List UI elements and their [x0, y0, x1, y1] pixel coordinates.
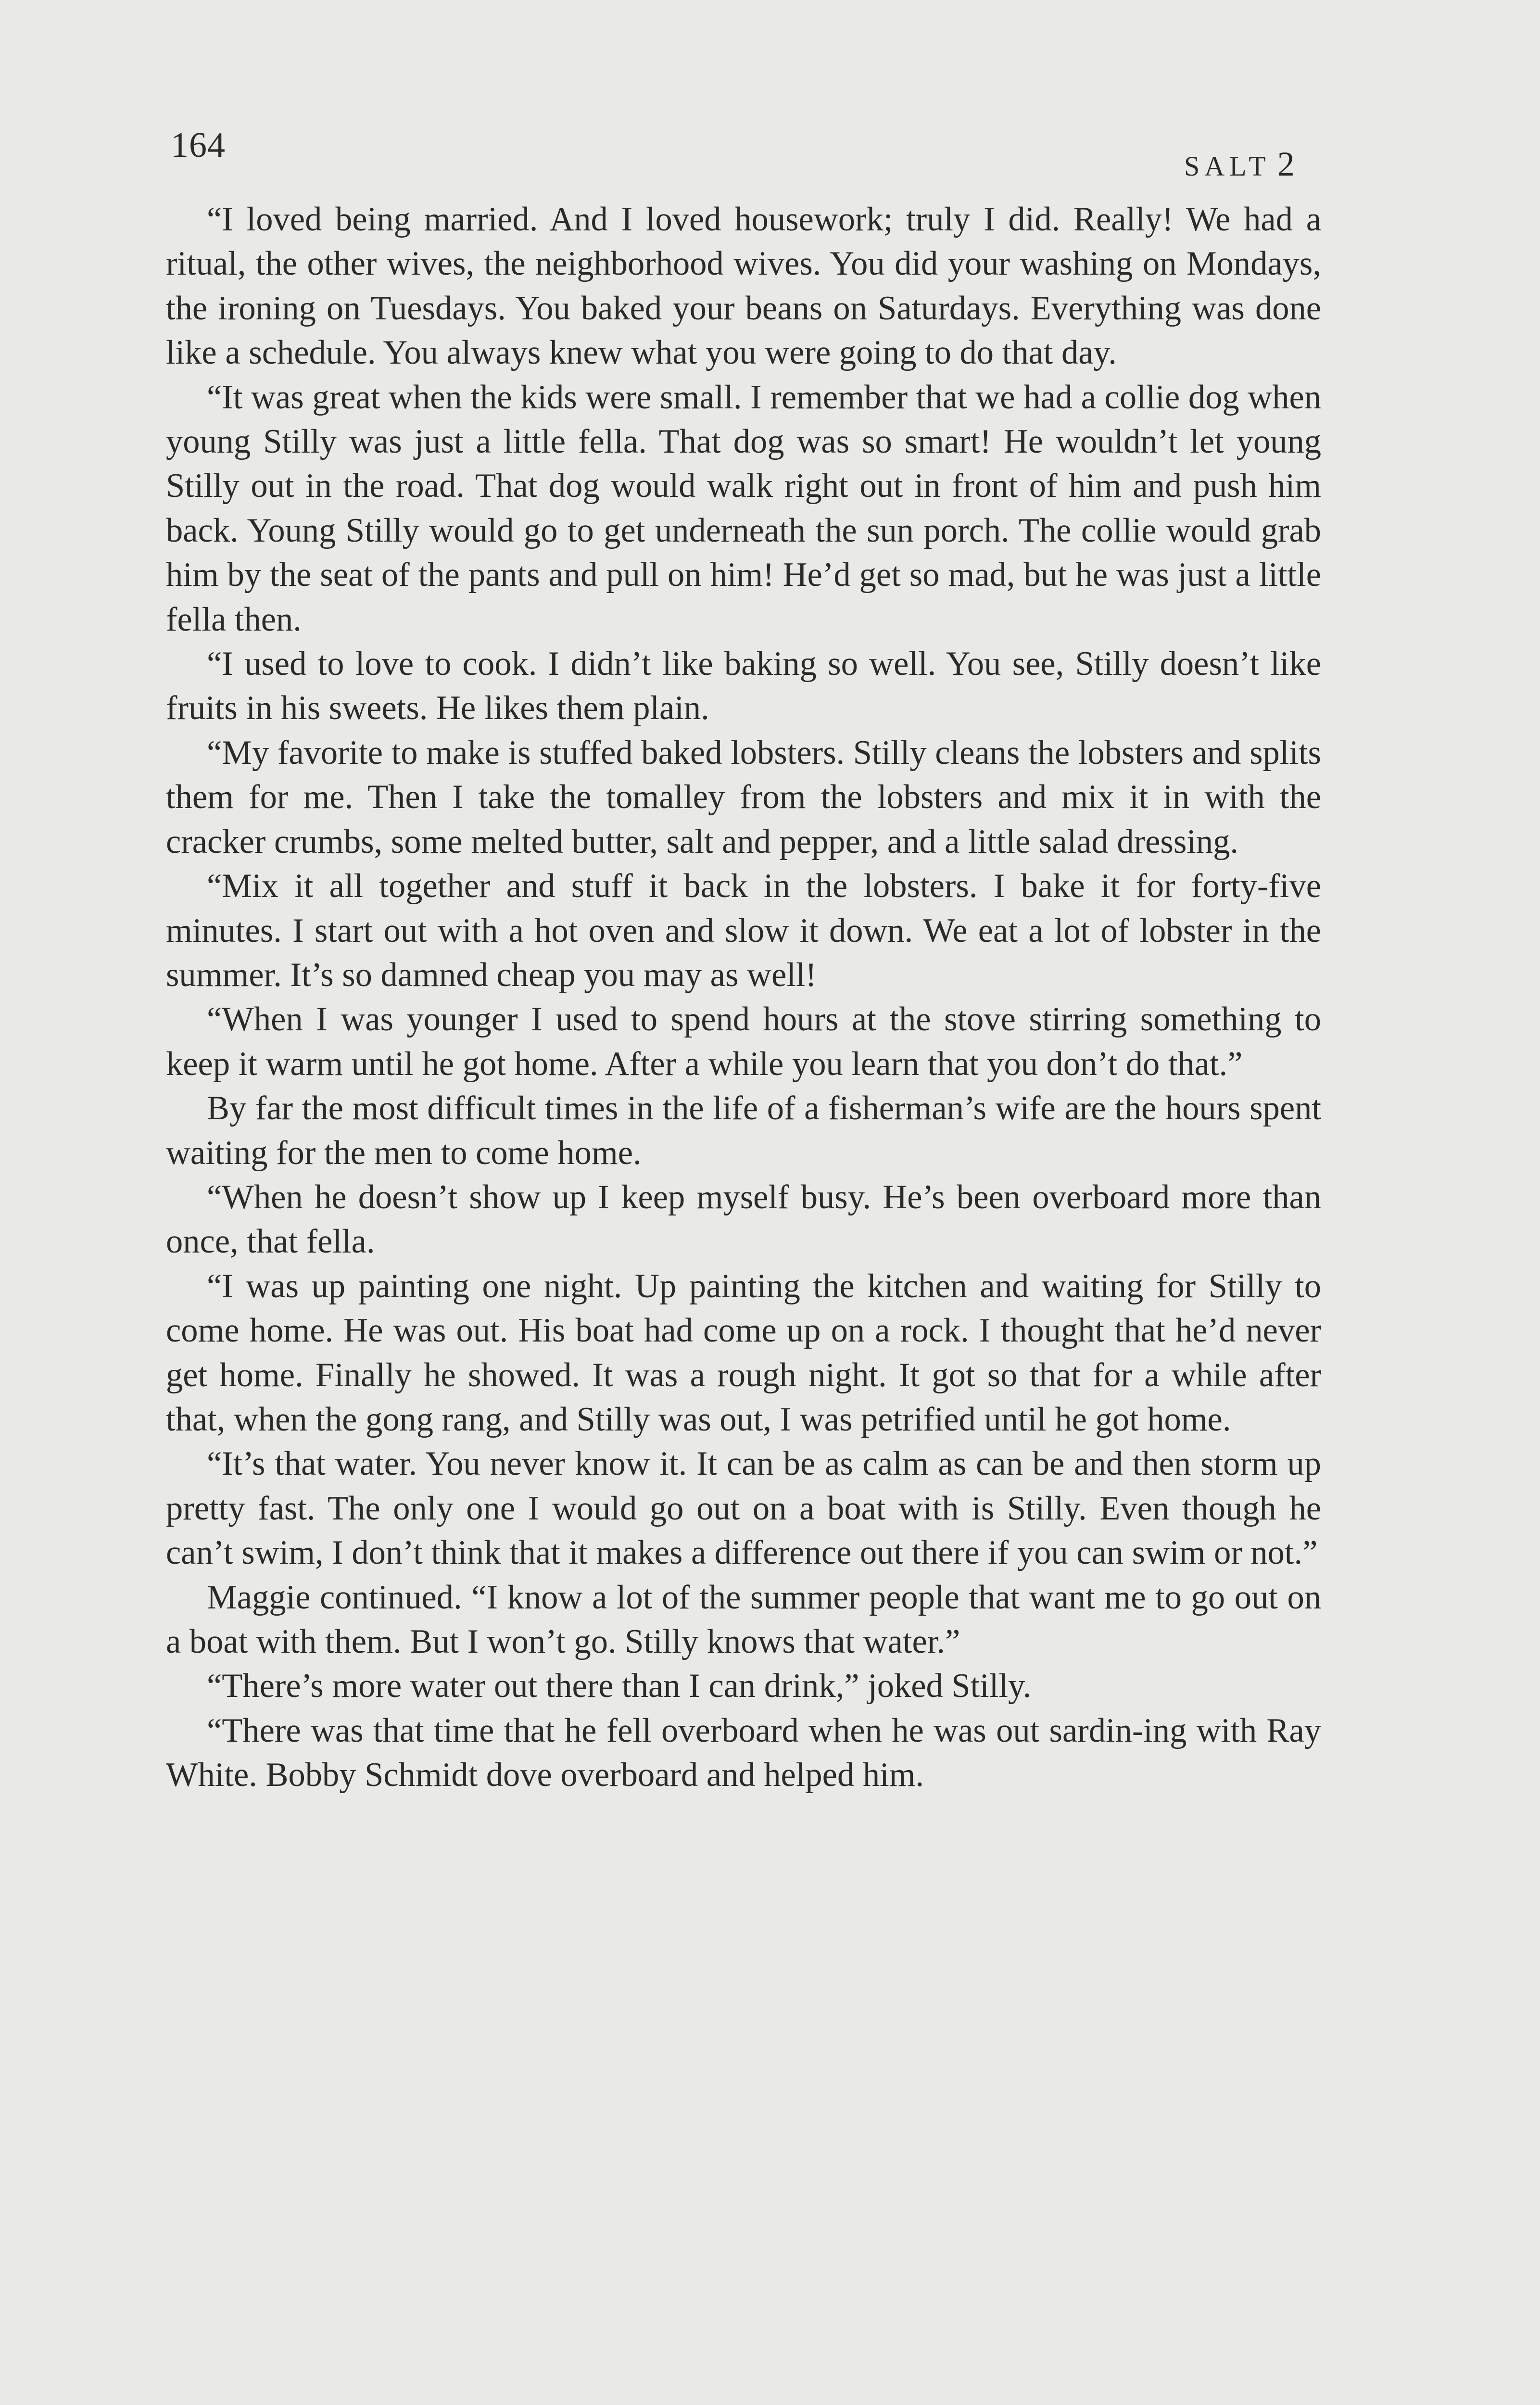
paragraph-9: “I was up painting one night. Up painting the kitchen and waiting for Stilly to come home. He was out. His boat had come up on a rock. I thought that he’d never get home. Finally he showed. It was a rough night. It got so that for a while after that, when the gong rang, and Stilly was out, I was petrified until he got home.: [166, 1267, 1321, 1438]
paragraph-7: By far the most difficult times in the life of a fisherman’s wife are the hours spent waiting for the men to come home.: [166, 1089, 1321, 1172]
running-head-volume: 2: [1277, 145, 1295, 183]
body-text: [166, 197, 1321, 1797]
paragraph-1: “I loved being married. And I loved housework; truly I did. Really! We had a ritual, the other wives, the neighborhood wives. You did your washing on Mondays, the ironing on Tuesdays. You baked your beans on Saturdays. Everything was done like a schedule. You always knew what you were going to do that day.: [166, 201, 1321, 372]
paragraph-11: Maggie continued. “I know a lot of the summer people that want me to go out on a boat with them. But I won’t go. Stilly knows that water.”: [166, 1578, 1321, 1660]
paragraph-6: “When I was younger I used to spend hours at the stove stirring something to keep it warm until he got home. After a while you learn that you don’t do that.”: [166, 1000, 1321, 1083]
paragraph-4: “My favorite to make is stuffed baked lobsters. Stilly cleans the lobsters and splits them for me. Then I take the tomalley from the lobsters and mix it in with the cracker crumbs, some melted butter, salt and pepper, and a little salad dressing.: [166, 734, 1321, 861]
running-head-title: SALT: [1184, 151, 1271, 182]
running-head: [1184, 147, 1295, 181]
paragraph-5: “Mix it all together and stuff it back in the lobsters. I bake it for forty-five minutes. I start out with a hot oven and slow it down. We eat a lot of lobster in the summer. It’s so damned cheap you may as well!: [166, 867, 1321, 994]
paragraph-2: “It was great when the kids were small. I remember that we had a collie dog when young Stilly was just a little fella. That dog was so smart! He wouldn’t let young Stilly out in the road. That dog would walk right out in front of him and push him back. Young Stilly would go to get underneath the sun porch. The collie would grab him by the seat of the pants and pull on him! He’d get so mad, but he was just a little fella then.: [166, 378, 1321, 638]
paragraph-8: “When he doesn’t show up I keep myself busy. He’s been overboard more than once, that fella.: [166, 1178, 1321, 1261]
page-number: 164: [171, 126, 226, 165]
paragraph-13: “There was that time that he fell overboard when he was out sardin-ing with Ray White. Bobby Schmidt dove overboard and helped him.: [166, 1711, 1321, 1794]
paragraph-10: “It’s that water. You never know it. It can be as calm as can be and then storm up pretty fast. The only one I would go out on a boat with is Stilly. Even though he can’t swim, I don’t think that it makes a difference out there if you can swim or not.”: [166, 1445, 1321, 1572]
paragraph-3: “I used to love to cook. I didn’t like baking so well. You see, Stilly doesn’t like fruits in his sweets. He likes them plain.: [166, 645, 1321, 727]
paragraph-12: “There’s more water out there than I can drink,” joked Stilly.: [207, 1667, 1032, 1705]
